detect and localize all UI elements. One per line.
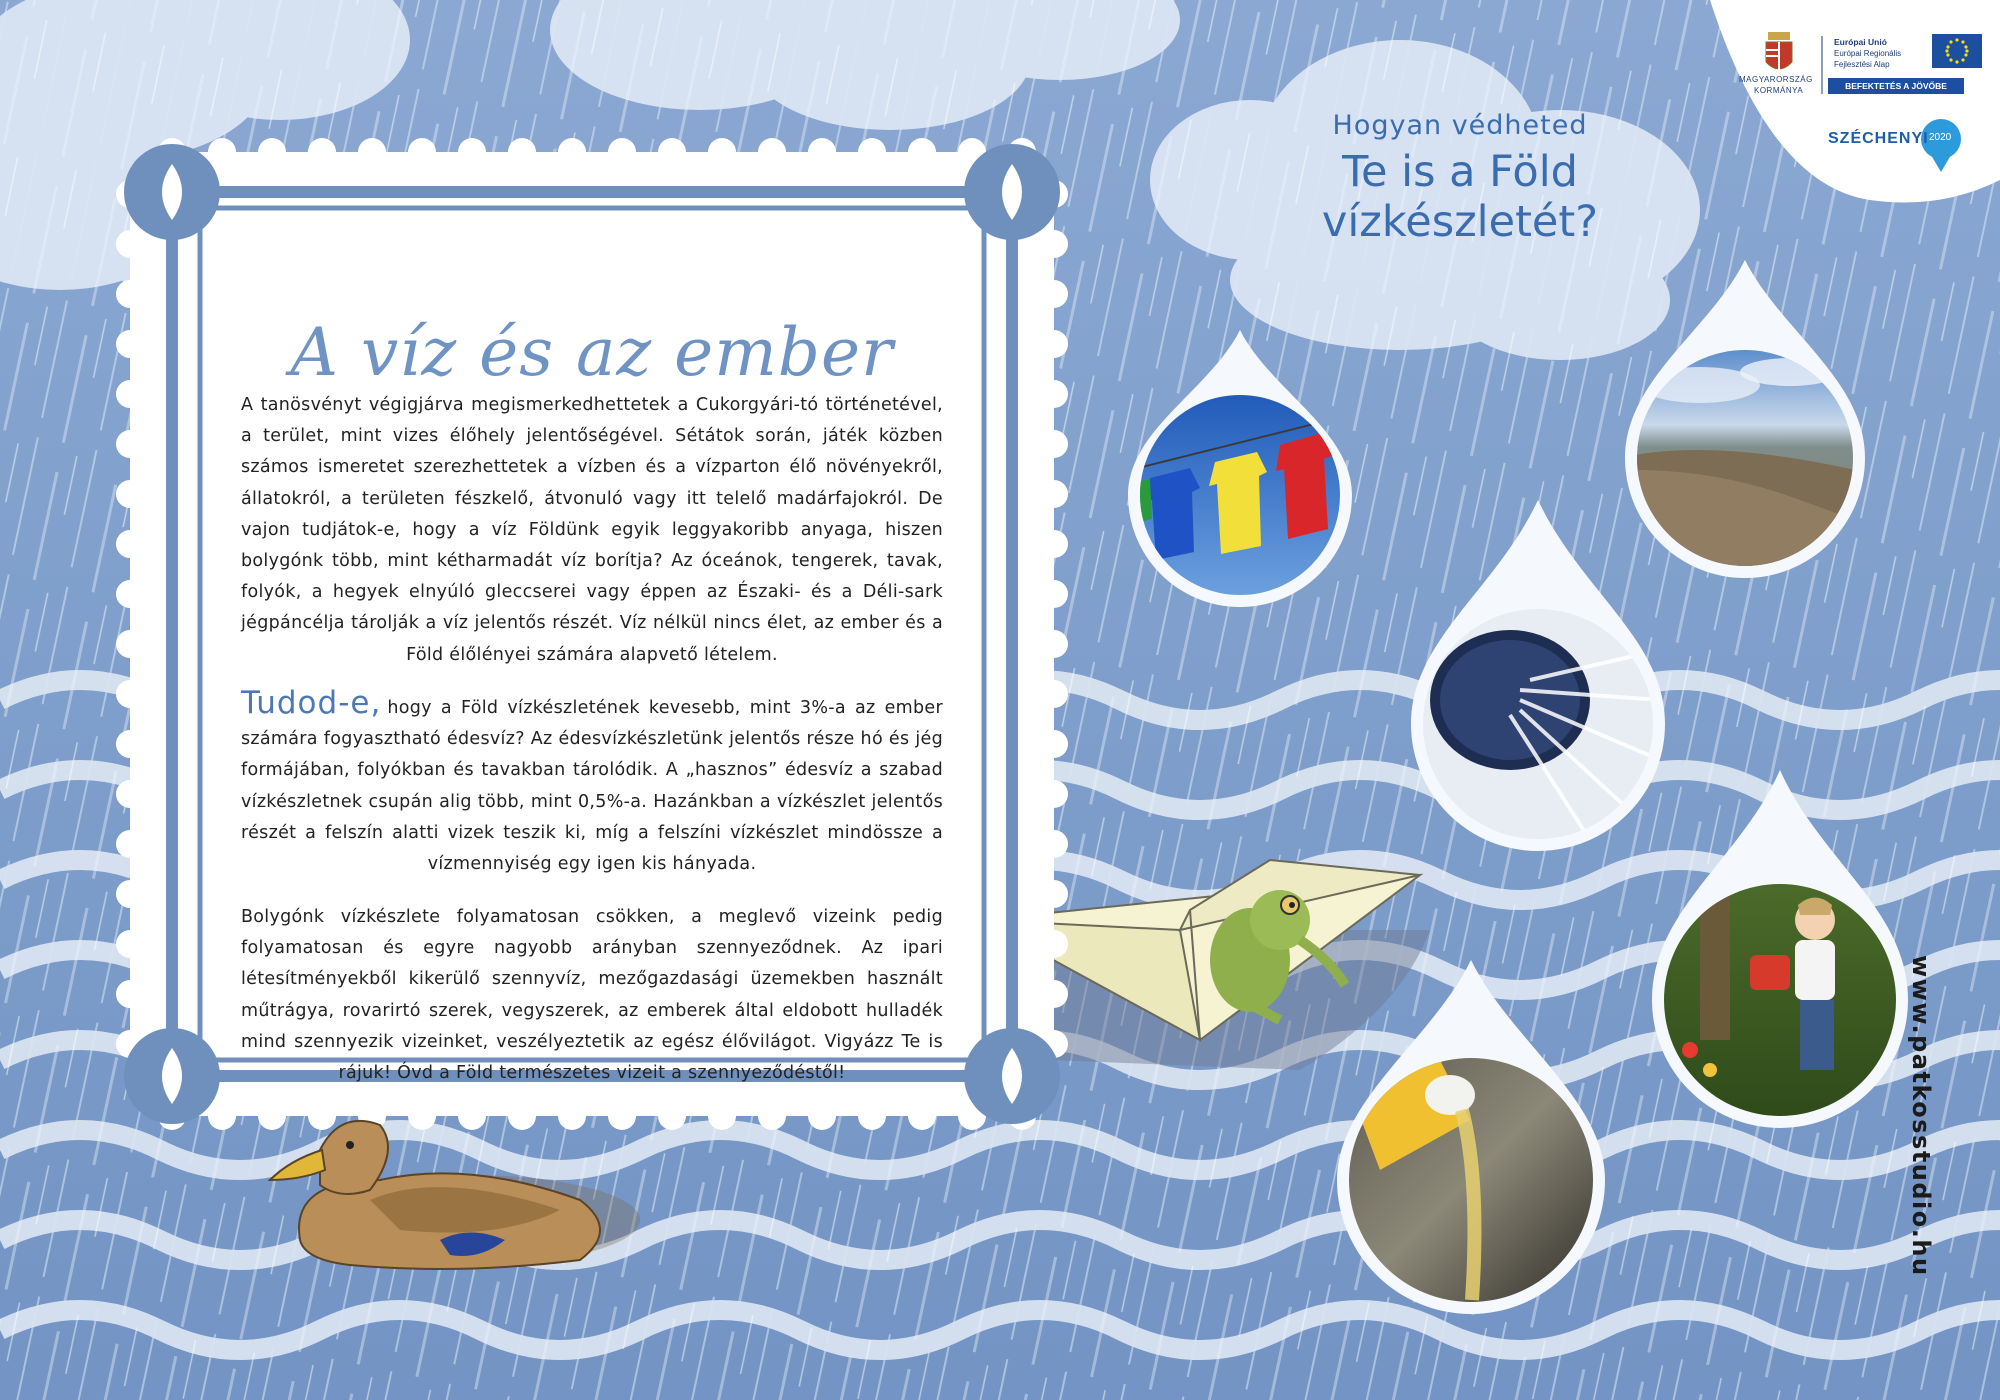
did-you-know-paragraph: [241, 685, 943, 880]
eu-title: Európai Unió: [1834, 37, 1887, 47]
government-name-line1: MAGYARORSZÁG: [1739, 75, 1813, 84]
heading-line-2: Te is a Föld: [1342, 147, 1578, 197]
heading-line-1: Hogyan védheted: [1332, 110, 1588, 141]
stamp-panel: [112, 134, 1072, 1134]
question-heading: [1310, 110, 1610, 247]
did-you-know-text: hogy a Föld vízkészletének kevesebb, mint 3%-a az ember számára fogyasztható édesvíz? Az édesvízkészletünk jelentős része hó és jég formájában, folyókban és tavakban tárolódik. A „hasznos” édesvíz a szabad vízkészletnek csupán alig több, mint 0,5%-a. Hazánkban a vízkészlet jelentős részét a felszín alatti vizek teszik ki, míg a felszíni vízkészlet mindössze a vízmennyiség egy igen kis hányada.: [241, 698, 943, 875]
government-name-line2: KORMÁNYA: [1754, 86, 1804, 95]
duck-illustration: [260, 1090, 640, 1280]
szechenyi-wordmark: SZÉCHENYI: [1828, 130, 1929, 147]
eu-flag-icon: [1932, 34, 1982, 68]
pollution-paragraph: Bolygónk vízkészlete folyamatosan csökken, a meglevő vizeink pedig folyamatosan és egyre nagyobb arányban szennyeződnek. Az ipari létesítményekből kikerülő szennyvíz, mezőgazdasági üzemekben használt műtrágya, rovarirtó szerek, vegyszerek, az emberek által eldobott hulladék mind szennyezik vizeinket, veszélyeztetik az egész élővilágot. Vigyázz Te is rájuk! Óvd a Föld természetes vizeit a szennyeződéstől!: [241, 907, 943, 1084]
intro-paragraph: A tanösvényt végigjárva megismerkedhettetek a Cukorgyári-tó történetével, a terület, mint vizes élőhely jelentőségével. Sétátok során, játék közben számos ismeretet szerezhettetek a vízben és a vízparton élő növényekről, állatokról, a területen fészkelő, átvonuló vagy itt telelő madárfajokról. De vajon tudjátok-e, hogy a víz Földünk egyik leggyakoribb anyaga, hiszen bolygónk több, mint kétharmadát víz borítja? Az óceánok, tengerek, tavak, folyók, a hegyek elnyúló gleccserei vagy éppen az Északi- és a Déli-sark jégpáncélja tárolják a víz jelentős részét. Víz nélkül nincs élet, az ember és a Föld élőlényei számára alapvető lételem.: [241, 395, 943, 665]
hungary-coat-of-arms-icon: [1766, 32, 1792, 70]
logo-panel-shape: [1710, 0, 2000, 210]
eu-slogan-badge: BEFEKTETÉS A JÖVŐBE: [1828, 78, 1964, 94]
stamp-content: [209, 214, 975, 1084]
did-you-know-lead: Tudod-e,: [241, 685, 382, 721]
eu-fund-line1: Európai Regionális: [1834, 49, 1902, 58]
szechenyi-year: 2020: [1929, 132, 1952, 143]
website-url: www.patkosstudio.hu: [1907, 955, 1935, 1277]
heading-line-3: vízkészletét?: [1321, 197, 1599, 247]
page-title: A víz és az ember: [290, 314, 894, 391]
eu-fund-line2: Fejlesztési Alap: [1834, 60, 1890, 69]
funding-logos: [1710, 0, 2000, 210]
